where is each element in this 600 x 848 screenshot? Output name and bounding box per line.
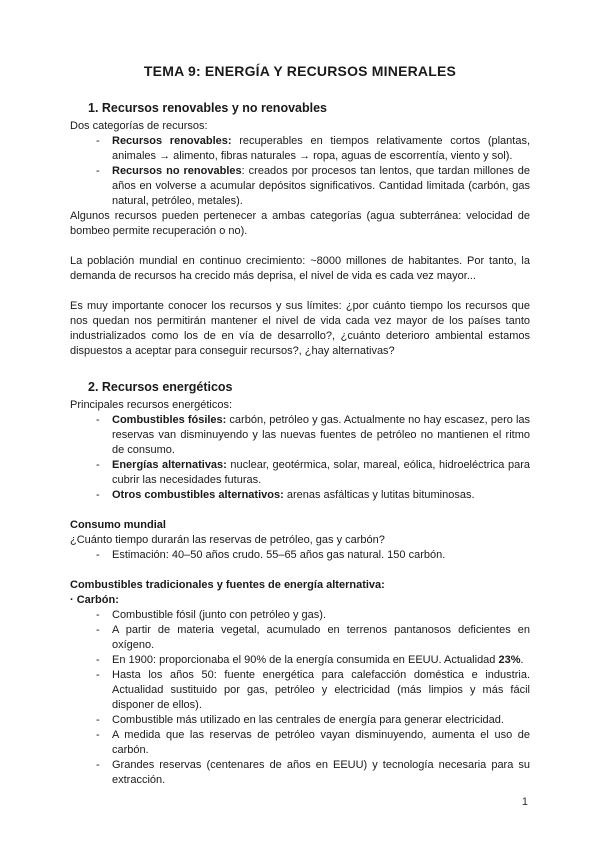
bullet-item — [70, 668, 530, 713]
bullet-dash: - — [96, 654, 100, 666]
bullet-dash: - — [96, 414, 100, 426]
bullet-bold-text: 23% — [498, 654, 521, 666]
bullet-dash: - — [96, 609, 100, 621]
section-heading: 2. Recursos energéticos — [88, 380, 233, 394]
bullet-bold-text: Recursos renovables: — [112, 135, 232, 147]
bullet-dash: - — [96, 549, 100, 561]
bullet-dash: - — [96, 759, 100, 771]
bullet-run: recuperables en tiempos relativamente cortos (plantas, animales → alimento, fibras naturales → ropa, aguas de escorrentía, viento y sol). — [112, 135, 531, 162]
bullet-dash: - — [96, 714, 100, 726]
bullet-item — [70, 713, 530, 728]
bullet-run: : creados por procesos tan lentos, que tardan millones de años en volverse a acumular depósitos significativos. Cantidad limitada (carbón, gas natural, petróleo, metales). — [112, 165, 530, 207]
bullet-text — [112, 488, 530, 503]
bullet-dash: - — [96, 669, 100, 681]
bullet-item — [70, 758, 530, 788]
bullet-item — [70, 608, 530, 623]
bullet-run: En 1900: proporcionaba el 90% de la energía consumida en EEUU. Actualidad — [112, 654, 499, 666]
bullet-text — [112, 668, 530, 713]
bullet-run: A partir de materia vegetal, acumulado en terrenos pantanosos deficientes en oxígeno. — [112, 624, 530, 651]
bullet-text — [112, 608, 530, 623]
bullet-run: Estimación: 40–50 años crudo. 55–65 años gas natural. 150 carbón. — [112, 549, 446, 561]
bullet-run: carbón, petróleo y gas. Actualmente no hay escasez, pero las reservas van disminuyendo y las nuevas fuentes de petróleo no mantienen el ritmo de consumo. — [112, 414, 531, 456]
bullet-text — [112, 713, 530, 728]
sub-heading: Consumo mundial — [70, 519, 166, 531]
paragraph: ¿Cuánto tiempo durarán las reservas de petróleo, gas y carbón? — [70, 534, 385, 546]
bullet-item — [70, 728, 530, 758]
bullet-text — [112, 623, 530, 653]
paragraph-gap — [70, 563, 530, 578]
bullet-text — [112, 458, 530, 488]
bullet-bold-text: Energías alternativas: — [112, 459, 227, 471]
paragraph-gap — [70, 284, 530, 299]
paragraph: Algunos recursos pueden pertenecer a ambas categorías (agua subterránea: velocidad de bombeo permite recuperación o no). — [70, 210, 530, 237]
paragraph: Dos categorías de recursos: — [70, 120, 208, 132]
bullet-dash: - — [96, 489, 100, 501]
bullet-item — [70, 164, 530, 209]
bullet-text — [112, 758, 530, 788]
bullet-text — [112, 134, 530, 164]
document-body — [70, 100, 530, 788]
paragraph: Es muy importante conocer los recursos y sus límites: ¿por cuánto tiempo los recursos que nos quedan nos permitirán mantener el nivel de vida cada vez mayor de los países tanto industrializados como los de en vía de desarrollo?, ¿cuánto deterioro ambiental estamos dispuestos a aceptar para conseguir recursos?, ¿hay alternativas? — [70, 300, 530, 357]
bullet-run: Grandes reservas (centenares de años en EEUU) y tecnología necesaria para su extracción. — [112, 759, 530, 786]
bullet-dash: - — [96, 135, 100, 147]
bullet-dash: - — [96, 624, 100, 636]
bullet-run: arenas asfálticas y lutitas bituminosas. — [283, 489, 475, 501]
bullet-dash: - — [96, 459, 100, 471]
bullet-bold-text: Otros combustibles alternativos: — [112, 489, 284, 501]
bullet-run: Combustible fósil (junto con petróleo y gas). — [112, 609, 326, 621]
bullet-run: . — [520, 654, 524, 666]
section-heading: 1. Recursos renovables y no renovables — [88, 101, 327, 115]
paragraph: La población mundial en continuo crecimiento: ~8000 millones de habitantes. Por tanto, la demanda de recursos ha crecido más deprisa, el nivel de vida es cada vez mayor... — [70, 255, 530, 282]
bullet-text — [112, 548, 530, 563]
bullet-dash: - — [96, 165, 100, 177]
bullet-dash: - — [96, 729, 100, 741]
bullet-bold-text: Recursos no renovables — [112, 165, 242, 177]
bullet-item — [70, 653, 530, 668]
page-number: 1 — [521, 796, 528, 808]
bullet-run: nuclear, geotérmica, solar, mareal, eólica, hidroeléctrica para cubrir las necesidades futuras. — [112, 459, 530, 486]
bullet-run: Combustible más utilizado en las centrales de energía para generar electricidad. — [112, 714, 504, 726]
bullet-text — [112, 413, 530, 458]
bullet-text — [112, 728, 530, 758]
paragraph: Principales recursos energéticos: — [70, 399, 233, 411]
bullet-bold-text: Combustibles fósiles: — [112, 414, 227, 426]
bullet-text — [112, 164, 530, 209]
bullet-item — [70, 623, 530, 653]
bullet-item — [70, 488, 530, 503]
bullet-run: A medida que las reservas de petróleo vayan disminuyendo, aumenta el uso de carbón. — [112, 729, 530, 756]
document-title: TEMA 9: ENERGÍA Y RECURSOS MINERALES — [143, 63, 457, 79]
bullet-text — [112, 653, 530, 668]
bullet-item — [70, 134, 530, 164]
bullet-item — [70, 413, 530, 458]
sub-heading: · Carbón: — [70, 594, 119, 606]
bullet-item — [70, 458, 530, 488]
bullet-run: Hasta los años 50: fuente energética para calefacción doméstica e industria. Actualidad sustituido por gas, petróleo y electricidad (más limpios y más fácil disponer de ellos). — [112, 669, 530, 711]
paragraph-gap — [70, 239, 530, 254]
paragraph-gap — [70, 503, 530, 518]
bullet-item — [70, 548, 530, 563]
sub-heading: Combustibles tradicionales y fuentes de energía alternativa: — [70, 579, 385, 591]
